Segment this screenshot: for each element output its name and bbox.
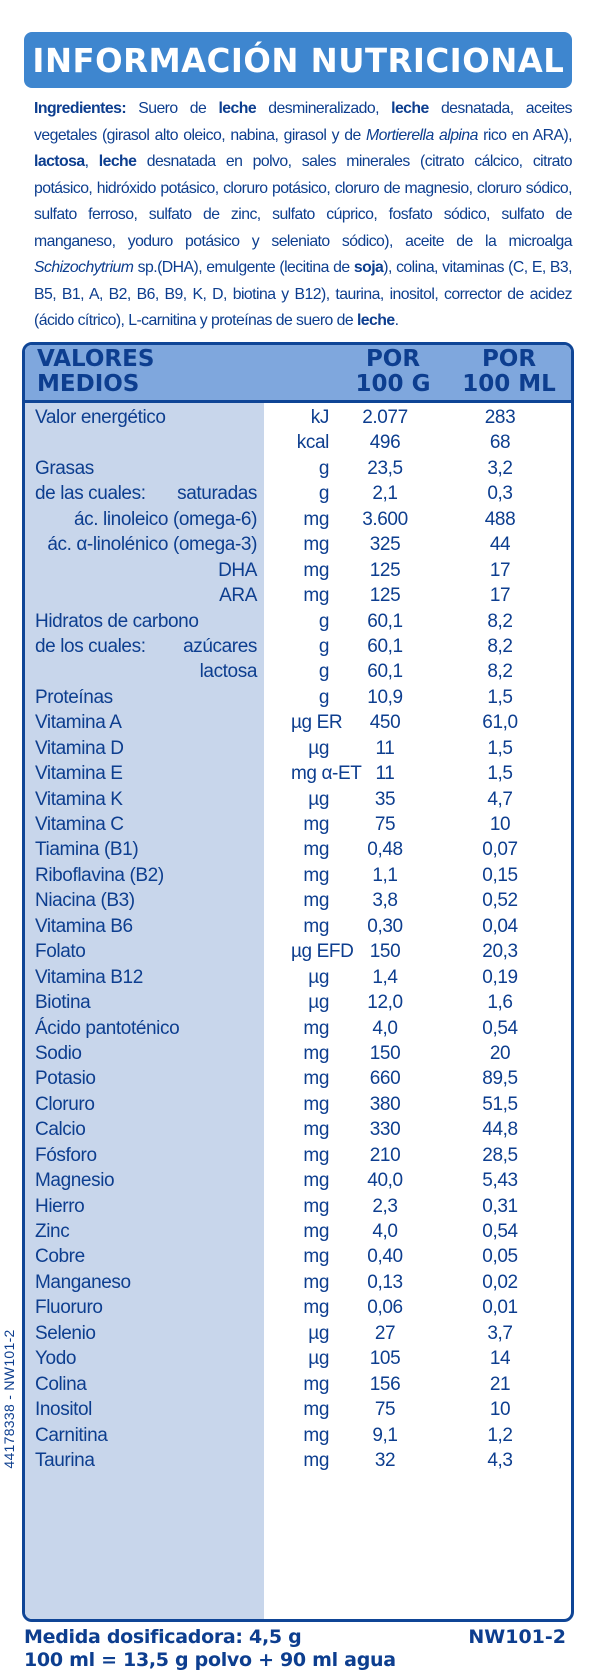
- ingredient-segment: ), colina, vitaminas (C, E, B3, B5, B1, A, B2, B6, B9, K, D, biotina y B12), taurina, inositol, corrector de acidez (ácido cítrico), L-carnitina y proteínas de suero de: [34, 259, 572, 329]
- table-row: [25, 1244, 571, 1269]
- table-row: [25, 888, 571, 913]
- nutrient-unit: mg: [303, 915, 329, 937]
- table-row: [25, 583, 571, 608]
- value-per-100g: 2.077: [362, 407, 408, 428]
- nutrient-unit: µg: [308, 992, 329, 1014]
- ingredient-segment: ,: [84, 153, 99, 170]
- ingredients-text: [34, 96, 572, 335]
- nutrient-name: Vitamina D: [35, 737, 124, 759]
- nutrient-name: Sodio: [35, 1042, 82, 1064]
- nutrient-unit: mg: [303, 1373, 329, 1395]
- nutrient-unit: g: [318, 686, 329, 708]
- ingredient-segment: desnatada, aceites vegetales (girasol alto oleico, nabina, girasol y de: [34, 100, 572, 144]
- nutrient-name: Zinc: [35, 1221, 70, 1242]
- ingredient-segment: soja: [353, 259, 384, 276]
- nutrient-unit: mg: [303, 1399, 329, 1421]
- nutrient-unit: mg: [303, 1144, 329, 1166]
- value-per-100g: 2,1: [372, 483, 398, 505]
- value-per-100ml: 21: [489, 1373, 511, 1395]
- value-per-100ml: 10: [489, 1399, 511, 1421]
- value-per-100g: 4,0: [372, 1017, 398, 1039]
- value-per-100ml: 0,19: [482, 966, 518, 988]
- nutrient-name: ác. α-linolénico (omega-3): [47, 534, 257, 556]
- nutrient-name: Yodo: [35, 1348, 77, 1370]
- dosage-info: [24, 1626, 396, 1672]
- value-per-100ml: 283: [484, 407, 516, 428]
- value-per-100g: 10,9: [367, 686, 403, 708]
- table-row: [25, 1092, 571, 1117]
- dosage-line-1: Medida dosificadora: 4,5 g: [24, 1626, 302, 1648]
- nutrient-name: Vitamina B12: [35, 966, 143, 988]
- nutrient-name: Valor energético: [35, 407, 166, 428]
- nutrient-name: Magnesio: [35, 1170, 115, 1192]
- ingredient-segment: sp.(DHA), emulgente (lecitina de: [133, 259, 354, 276]
- nutrient-unit: mg: [303, 1119, 329, 1141]
- nutrient-unit: µg EFD: [291, 941, 354, 963]
- nutrient-name: ác. linoleico (omega-6): [74, 508, 257, 530]
- value-per-100ml: 4,3: [487, 1449, 513, 1471]
- value-per-100ml: 1,5: [487, 763, 513, 785]
- ingredient-segment: leche: [98, 153, 137, 170]
- header-col2-line1: POR: [481, 346, 537, 372]
- value-per-100g: 2,3: [372, 1195, 398, 1217]
- nutrient-unit: mg: [303, 1195, 329, 1217]
- value-per-100ml: 8,2: [487, 661, 513, 683]
- nutrient-name: Hierro: [35, 1195, 85, 1217]
- nutrient-name: Hidratos de carbono: [35, 610, 199, 632]
- nutrient-unit: µg: [308, 1348, 329, 1370]
- value-per-100g: 23,5: [367, 457, 403, 479]
- table-row: [25, 1295, 571, 1320]
- nutrient-unit: mg: [303, 559, 329, 581]
- table-row: [25, 736, 571, 761]
- nutrient-unit: µg: [308, 1322, 329, 1344]
- nutrient-name: Biotina: [35, 992, 91, 1014]
- nutrient-unit: mg: [303, 839, 329, 861]
- value-per-100g: 150: [369, 941, 401, 963]
- value-per-100g: 125: [369, 585, 401, 607]
- table-body: [25, 405, 571, 1473]
- value-per-100ml: 1,2: [487, 1424, 513, 1446]
- value-per-100ml: 0,04: [482, 915, 518, 937]
- value-per-100ml: 17: [489, 559, 511, 581]
- value-per-100ml: 0,01: [482, 1297, 518, 1319]
- table-row: [25, 1219, 571, 1244]
- table-row: [25, 914, 571, 939]
- value-per-100g: 156: [369, 1373, 401, 1395]
- page-title: INFORMACIÓN NUTRICIONAL: [32, 40, 564, 80]
- header-per-100ml: [445, 347, 573, 397]
- nutrient-unit: mg: [303, 1042, 329, 1064]
- ingredient-segment: desmineralizado,: [256, 100, 392, 117]
- table-row: [25, 1143, 571, 1168]
- nutrient-name: Cloruro: [35, 1093, 95, 1115]
- value-per-100ml: 3,7: [487, 1322, 513, 1344]
- table-row: [25, 837, 571, 862]
- nutrient-name-sub: saturadas: [177, 483, 257, 505]
- nutrient-unit: g: [318, 635, 329, 657]
- nutrient-name: lactosa: [199, 661, 257, 683]
- nutrient-name-prefix: de las cuales:: [35, 483, 146, 505]
- value-per-100g: 75: [374, 1399, 396, 1421]
- nutrient-unit: mg: [303, 1170, 329, 1192]
- value-per-100g: 660: [369, 1068, 401, 1090]
- nutrient-unit: mg: [303, 1221, 329, 1242]
- table-row: [25, 532, 571, 557]
- value-per-100g: 0,30: [367, 915, 403, 937]
- ingredients-label: Ingredientes:: [34, 100, 127, 117]
- value-per-100ml: 1,5: [487, 737, 513, 759]
- value-per-100g: 9,1: [372, 1424, 398, 1446]
- value-per-100g: 0,40: [367, 1246, 403, 1268]
- nutrient-unit: kcal: [296, 432, 329, 454]
- value-per-100g: 27: [374, 1322, 396, 1344]
- value-per-100g: 105: [369, 1348, 401, 1370]
- nutrient-name: Fósforo: [35, 1144, 97, 1166]
- nutrient-name: Riboflavina (B2): [35, 864, 164, 886]
- ingredient-segment: leche: [356, 312, 395, 329]
- value-per-100ml: 0,07: [482, 839, 518, 861]
- nutrient-name: ARA: [219, 585, 257, 607]
- table-row: [25, 481, 571, 506]
- value-per-100g: 40,0: [367, 1170, 403, 1192]
- value-per-100g: 35: [374, 788, 396, 810]
- nutrient-unit: g: [318, 661, 329, 683]
- value-per-100ml: 0,15: [482, 864, 518, 886]
- value-per-100ml: 44,8: [482, 1119, 518, 1141]
- nutrient-name: Fluoruro: [35, 1297, 103, 1319]
- header-label-line2: MEDIOS: [37, 371, 140, 397]
- header-col1-line1: POR: [365, 346, 421, 372]
- value-per-100g: 3.600: [362, 508, 408, 530]
- nutrient-name: Taurina: [35, 1449, 95, 1471]
- value-per-100g: 4,0: [372, 1221, 398, 1242]
- ingredient-segment: leche: [218, 100, 257, 117]
- table-row: [25, 965, 571, 990]
- value-per-100ml: 44: [489, 534, 511, 556]
- ingredient-segment: Schizochytrium: [34, 259, 134, 276]
- value-per-100ml: 17: [489, 585, 511, 607]
- ingredient-segment: desnatada en polvo, sales minerales (citrato cálcico, citrato potásico, hidróxido potásico, cloruro potásico, cloruro de magnesio, cloruro sódico, sulfato ferroso, sulfato de zinc, sulfato cúprico, fosfato sódico, sulfato de manganeso, yoduro potásico y seleniato sódico), aceite de la microalga: [34, 153, 572, 250]
- value-per-100ml: 5,43: [482, 1170, 518, 1192]
- nutrient-unit: mg: [303, 1449, 329, 1471]
- nutrient-unit: mg: [303, 1297, 329, 1319]
- ingredient-segment: leche: [391, 100, 429, 117]
- nutrient-unit: mg α-ET: [291, 763, 362, 785]
- value-per-100ml: 0,05: [482, 1246, 518, 1268]
- table-row: [25, 1117, 571, 1142]
- header-col2-line2: 100 ML: [462, 371, 556, 397]
- table-row: [25, 812, 571, 837]
- table-row: [25, 1423, 571, 1448]
- nutrient-unit: µg: [308, 737, 329, 759]
- nutrient-unit: mg: [303, 534, 329, 556]
- value-per-100ml: 8,2: [487, 635, 513, 657]
- nutrient-unit: kJ: [310, 407, 329, 428]
- nutrient-name: Ácido pantoténico: [35, 1017, 180, 1039]
- nutrient-name: [35, 634, 257, 659]
- value-per-100g: 125: [369, 559, 401, 581]
- table-row: [25, 1397, 571, 1422]
- nutrient-unit: g: [318, 610, 329, 632]
- nutrient-name: DHA: [218, 559, 257, 581]
- value-per-100ml: 0,31: [482, 1195, 518, 1217]
- nutrient-unit: mg: [303, 508, 329, 530]
- table-row: [25, 634, 571, 659]
- value-per-100g: 12,0: [367, 992, 403, 1014]
- ingredient-segment: Suero de: [126, 100, 219, 117]
- value-per-100ml: 4,7: [487, 788, 513, 810]
- value-per-100g: 0,13: [367, 1271, 403, 1293]
- table-row: [25, 761, 571, 786]
- table-row: [25, 1321, 571, 1346]
- nutrient-unit: µg: [308, 788, 329, 810]
- nutrient-name: Potasio: [35, 1068, 96, 1090]
- value-per-100ml: 89,5: [482, 1068, 518, 1090]
- header-label: [37, 347, 154, 397]
- table-row: [25, 1066, 571, 1091]
- value-per-100g: 1,1: [372, 864, 398, 886]
- nutrient-unit: g: [318, 457, 329, 479]
- value-per-100ml: 14: [489, 1348, 511, 1370]
- value-per-100ml: 68: [489, 432, 511, 454]
- value-per-100ml: 488: [484, 508, 516, 530]
- value-per-100g: 150: [369, 1042, 401, 1064]
- value-per-100ml: 61,0: [482, 712, 518, 734]
- nutrient-unit: mg: [303, 864, 329, 886]
- table-row: [25, 1194, 571, 1219]
- ingredient-segment: lactosa: [34, 153, 85, 170]
- nutrient-unit: mg: [303, 1271, 329, 1293]
- table-row: [25, 558, 571, 583]
- nutrient-unit: µg ER: [291, 712, 343, 734]
- nutrient-name: Vitamina A: [35, 712, 122, 734]
- nutrient-unit: mg: [303, 1068, 329, 1090]
- nutrient-name: Vitamina K: [35, 788, 123, 810]
- nutrient-name: Niacina (B3): [35, 890, 135, 912]
- table-row: [25, 1168, 571, 1193]
- value-per-100g: 11: [375, 763, 395, 785]
- ingredient-segment: .: [394, 312, 399, 329]
- value-per-100ml: 10: [489, 814, 511, 835]
- nutrient-name: Vitamina E: [35, 763, 123, 785]
- value-per-100g: 0,48: [367, 839, 403, 861]
- value-per-100g: 32: [374, 1449, 396, 1471]
- table-row: [25, 1346, 571, 1371]
- nutrient-name: Calcio: [35, 1119, 86, 1141]
- nutrient-name: Grasas: [35, 457, 94, 479]
- nutrient-name-prefix: de los cuales:: [35, 635, 146, 657]
- ingredients-body: [34, 100, 572, 329]
- value-per-100g: 11: [375, 737, 395, 759]
- nutrient-name: Carnitina: [35, 1424, 108, 1446]
- table-row: [25, 659, 571, 684]
- value-per-100g: 380: [369, 1093, 401, 1115]
- nutrient-name: Manganeso: [35, 1271, 131, 1293]
- nutrient-name-sub: azúcares: [183, 635, 257, 657]
- header-per-100g: [343, 347, 443, 397]
- nutrient-unit: mg: [303, 890, 329, 912]
- value-per-100ml: 1,5: [487, 686, 513, 708]
- dosage-line-2: 100 ml = 13,5 g polvo + 90 ml agua: [24, 1649, 396, 1671]
- nutrient-unit: mg: [303, 1093, 329, 1115]
- table-row: [25, 710, 571, 735]
- ingredient-segment: rico en ARA),: [477, 126, 573, 144]
- side-batch-code: 44178338 - NW101-2: [1, 1329, 17, 1469]
- value-per-100ml: 20,3: [482, 941, 518, 963]
- value-per-100g: 325: [369, 534, 401, 556]
- product-code: NW101-2: [468, 1626, 566, 1648]
- value-per-100ml: 3,2: [487, 457, 513, 479]
- value-per-100g: 60,1: [367, 661, 403, 683]
- nutrition-table: [22, 342, 574, 1622]
- nutrient-unit: µg: [308, 966, 329, 988]
- ingredient-segment: Mortierella alpina: [366, 126, 478, 144]
- table-row: [25, 609, 571, 634]
- value-per-100g: 3,8: [372, 890, 398, 912]
- nutrient-name: Cobre: [35, 1246, 85, 1268]
- value-per-100ml: 8,2: [487, 610, 513, 632]
- table-row: [25, 405, 571, 430]
- nutrient-name: Proteínas: [35, 686, 113, 708]
- value-per-100g: 75: [374, 814, 396, 835]
- value-per-100ml: 20: [489, 1042, 511, 1064]
- value-per-100g: 60,1: [367, 635, 403, 657]
- table-row: [25, 685, 571, 710]
- header-label-line1: VALORES: [37, 346, 155, 372]
- nutrient-unit: mg: [303, 1424, 329, 1446]
- value-per-100ml: 0,54: [482, 1221, 518, 1242]
- nutrient-name: Colina: [35, 1373, 87, 1395]
- nutrient-unit: mg: [303, 585, 329, 607]
- table-row: [25, 990, 571, 1015]
- table-row: [25, 1270, 571, 1295]
- nutrient-unit: mg: [303, 1017, 329, 1039]
- value-per-100g: 496: [369, 432, 401, 454]
- table-row: [25, 787, 571, 812]
- table-row: [25, 939, 571, 964]
- nutrient-name: Selenio: [35, 1322, 96, 1344]
- nutrient-name: Vitamina B6: [35, 915, 133, 937]
- value-per-100g: 330: [369, 1119, 401, 1141]
- value-per-100ml: 28,5: [482, 1144, 518, 1166]
- value-per-100ml: 1,6: [487, 992, 513, 1014]
- value-per-100g: 210: [369, 1144, 401, 1166]
- value-per-100g: 450: [369, 712, 401, 734]
- value-per-100ml: 0,52: [482, 890, 518, 912]
- table-row: [25, 456, 571, 481]
- nutrient-name: [35, 481, 257, 506]
- nutrient-name: Tiamina (B1): [35, 839, 139, 861]
- nutrient-name: Inositol: [35, 1399, 93, 1421]
- nutrient-unit: mg: [303, 814, 329, 835]
- value-per-100ml: 51,5: [482, 1093, 518, 1115]
- value-per-100g: 60,1: [367, 610, 403, 632]
- value-per-100ml: 0,3: [487, 483, 513, 505]
- value-per-100g: 0,06: [367, 1297, 403, 1319]
- table-row: [25, 1041, 571, 1066]
- nutrient-unit: mg: [303, 1246, 329, 1268]
- table-row: [25, 1372, 571, 1397]
- nutrient-name: Folato: [35, 941, 86, 963]
- header-col1-line2: 100 G: [355, 371, 431, 397]
- table-header: [25, 345, 571, 403]
- value-per-100g: 1,4: [372, 966, 398, 988]
- table-row: [25, 1016, 571, 1041]
- table-row: [25, 507, 571, 532]
- table-row: [25, 430, 571, 455]
- value-per-100ml: 0,54: [482, 1017, 518, 1039]
- nutrient-name: Vitamina C: [35, 814, 124, 835]
- table-row: [25, 1448, 571, 1473]
- nutrient-unit: g: [318, 483, 329, 505]
- title-banner: [24, 32, 572, 88]
- table-row: [25, 863, 571, 888]
- value-per-100ml: 0,02: [482, 1271, 518, 1293]
